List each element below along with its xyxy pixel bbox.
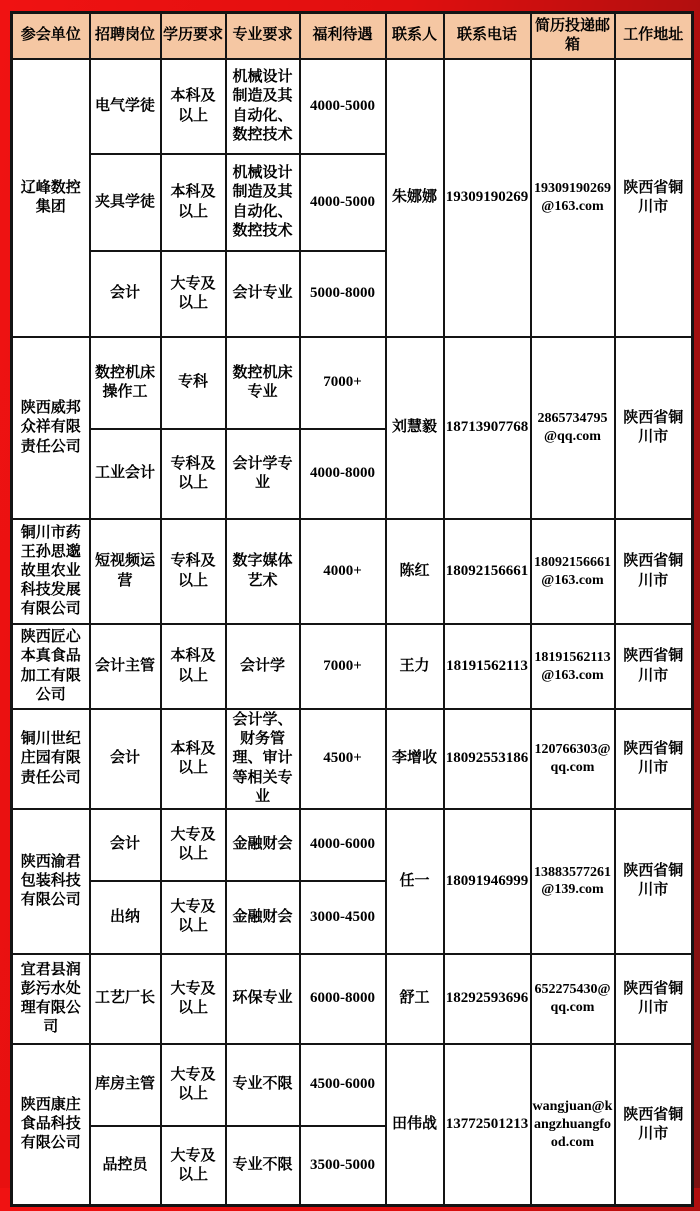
company-name-cell: 陕西威邦众祥有限责任公司	[12, 337, 90, 519]
salary-cell: 3500-5000	[300, 1126, 386, 1206]
contact-cell: 王力	[386, 624, 444, 709]
position-cell: 工艺厂长	[90, 954, 161, 1044]
education-cell: 大专及以上	[161, 251, 226, 337]
company-name-cell: 宜君县润彭污水处理有限公司	[12, 954, 90, 1044]
phone-cell: 18191562113	[444, 624, 531, 709]
address-cell: 陕西省铜川市	[615, 59, 693, 337]
table-row	[12, 1044, 693, 1126]
table-row	[12, 709, 693, 809]
position-cell: 电气学徒	[90, 59, 161, 154]
header-phone: 联系电话	[444, 13, 531, 60]
header-address: 工作地址	[615, 13, 693, 60]
table-row	[12, 954, 693, 1044]
header-email: 简历投递邮箱	[531, 13, 615, 60]
header-position: 招聘岗位	[90, 13, 161, 60]
header-company: 参会单位	[12, 13, 90, 60]
email-cell: 18191562113@163.com	[531, 624, 615, 709]
table-row	[12, 624, 693, 709]
major-cell: 机械设计制造及其自动化、数控技术	[226, 154, 300, 251]
education-cell: 专科	[161, 337, 226, 429]
position-cell: 库房主管	[90, 1044, 161, 1126]
salary-cell: 4000-6000	[300, 809, 386, 881]
education-cell: 大专及以上	[161, 881, 226, 954]
phone-cell: 18092553186	[444, 709, 531, 809]
education-cell: 大专及以上	[161, 954, 226, 1044]
major-cell: 金融财会	[226, 881, 300, 954]
company-name-cell: 陕西康庄食品科技有限公司	[12, 1044, 90, 1206]
company-name-cell: 铜川市药王孙思邈故里农业科技发展有限公司	[12, 519, 90, 624]
email-cell: 120766303@qq.com	[531, 709, 615, 809]
salary-cell: 4000+	[300, 519, 386, 624]
company-name-cell: 陕西匠心本真食品加工有限公司	[12, 624, 90, 709]
contact-cell: 陈红	[386, 519, 444, 624]
address-cell: 陕西省铜川市	[615, 709, 693, 809]
job-fair-table	[10, 11, 694, 1207]
table-row	[12, 519, 693, 624]
phone-cell: 13772501213	[444, 1044, 531, 1206]
position-cell: 数控机床操作工	[90, 337, 161, 429]
salary-cell: 3000-4500	[300, 881, 386, 954]
contact-cell: 刘慧毅	[386, 337, 444, 519]
major-cell: 专业不限	[226, 1044, 300, 1126]
position-cell: 会计主管	[90, 624, 161, 709]
address-cell: 陕西省铜川市	[615, 337, 693, 519]
salary-cell: 4000-8000	[300, 429, 386, 519]
address-cell: 陕西省铜川市	[615, 954, 693, 1044]
address-cell: 陕西省铜川市	[615, 624, 693, 709]
phone-cell: 18713907768	[444, 337, 531, 519]
salary-cell: 4000-5000	[300, 154, 386, 251]
table-row	[12, 59, 693, 154]
email-cell: 18092156661@163.com	[531, 519, 615, 624]
education-cell: 本科及以上	[161, 624, 226, 709]
salary-cell: 6000-8000	[300, 954, 386, 1044]
contact-cell: 舒工	[386, 954, 444, 1044]
major-cell: 数字媒体艺术	[226, 519, 300, 624]
position-cell: 会计	[90, 809, 161, 881]
header-row	[12, 13, 693, 60]
salary-cell: 7000+	[300, 624, 386, 709]
contact-cell: 朱娜娜	[386, 59, 444, 337]
education-cell: 大专及以上	[161, 1044, 226, 1126]
address-cell: 陕西省铜川市	[615, 809, 693, 954]
header-education: 学历要求	[161, 13, 226, 60]
education-cell: 本科及以上	[161, 709, 226, 809]
education-cell: 专科及以上	[161, 429, 226, 519]
email-cell: wangjuan@kangzhuangfood.com	[531, 1044, 615, 1206]
phone-cell: 18091946999	[444, 809, 531, 954]
education-cell: 大专及以上	[161, 1126, 226, 1206]
salary-cell: 7000+	[300, 337, 386, 429]
major-cell: 专业不限	[226, 1126, 300, 1206]
education-cell: 本科及以上	[161, 154, 226, 251]
salary-cell: 4000-5000	[300, 59, 386, 154]
major-cell: 会计学	[226, 624, 300, 709]
address-cell: 陕西省铜川市	[615, 519, 693, 624]
major-cell: 环保专业	[226, 954, 300, 1044]
salary-cell: 5000-8000	[300, 251, 386, 337]
phone-cell: 18292593696	[444, 954, 531, 1044]
major-cell: 机械设计制造及其自动化、数控技术	[226, 59, 300, 154]
position-cell: 短视频运营	[90, 519, 161, 624]
header-salary: 福利待遇	[300, 13, 386, 60]
contact-cell: 李增收	[386, 709, 444, 809]
email-cell: 13883577261@139.com	[531, 809, 615, 954]
major-cell: 会计学专业	[226, 429, 300, 519]
position-cell: 夹具学徒	[90, 154, 161, 251]
phone-cell: 19309190269	[444, 59, 531, 337]
major-cell: 会计专业	[226, 251, 300, 337]
position-cell: 品控员	[90, 1126, 161, 1206]
table-row	[12, 809, 693, 881]
education-cell: 大专及以上	[161, 809, 226, 881]
major-cell: 金融财会	[226, 809, 300, 881]
position-cell: 出纳	[90, 881, 161, 954]
major-cell: 会计学、财务管理、审计等相关专业	[226, 709, 300, 809]
company-name-cell: 铜川世纪庄园有限责任公司	[12, 709, 90, 809]
company-name-cell: 陕西渝君包装科技有限公司	[12, 809, 90, 954]
header-major: 专业要求	[226, 13, 300, 60]
salary-cell: 4500-6000	[300, 1044, 386, 1126]
company-name-cell: 辽峰数控集团	[12, 59, 90, 337]
contact-cell: 任一	[386, 809, 444, 954]
email-cell: 2865734795@qq.com	[531, 337, 615, 519]
position-cell: 工业会计	[90, 429, 161, 519]
email-cell: 652275430@qq.com	[531, 954, 615, 1044]
position-cell: 会计	[90, 709, 161, 809]
major-cell: 数控机床专业	[226, 337, 300, 429]
address-cell: 陕西省铜川市	[615, 1044, 693, 1206]
table-row	[12, 337, 693, 429]
header-contact: 联系人	[386, 13, 444, 60]
salary-cell: 4500+	[300, 709, 386, 809]
phone-cell: 18092156661	[444, 519, 531, 624]
position-cell: 会计	[90, 251, 161, 337]
education-cell: 专科及以上	[161, 519, 226, 624]
email-cell: 19309190269@163.com	[531, 59, 615, 337]
contact-cell: 田伟战	[386, 1044, 444, 1206]
education-cell: 本科及以上	[161, 59, 226, 154]
